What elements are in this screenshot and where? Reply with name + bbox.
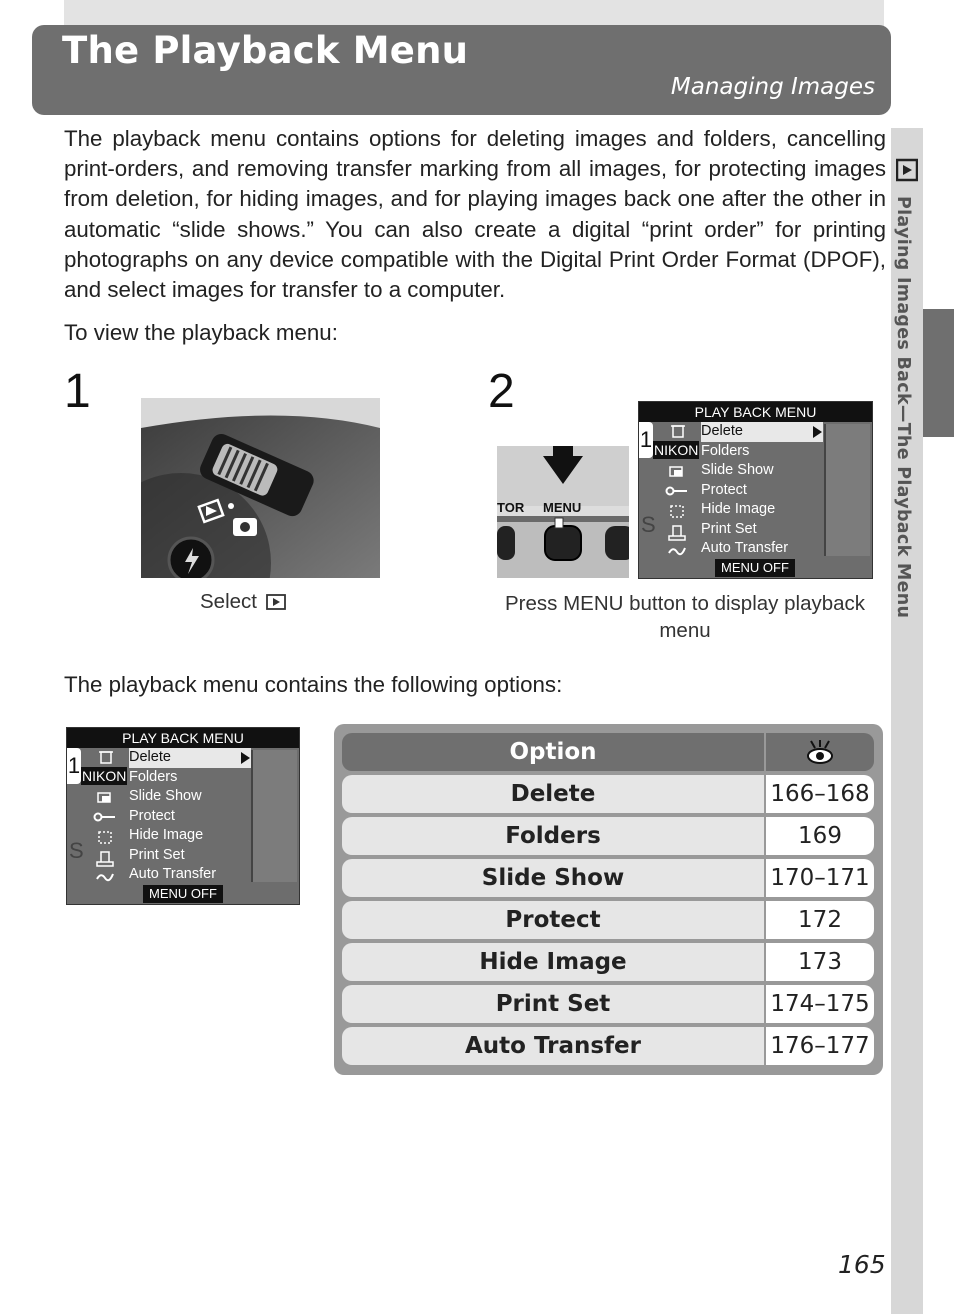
- option-name: Delete: [342, 775, 764, 813]
- options-intro: The playback menu contains the following options:: [64, 672, 563, 697]
- table-row: [342, 817, 874, 855]
- table-row: [342, 901, 874, 939]
- lcd-item-auto-transfer: Auto Transfer: [701, 540, 789, 556]
- lcd-mode-letter: S: [69, 838, 84, 863]
- option-name: Slide Show: [342, 859, 764, 897]
- lcd-frame-number: 1: [639, 422, 653, 458]
- option-pages: 176–177: [766, 1027, 874, 1065]
- lcd-item-protect: Protect: [701, 481, 747, 498]
- title-bar: [32, 25, 891, 115]
- option-pages: 170–171: [766, 859, 874, 897]
- table-row: [342, 859, 874, 897]
- button-label-menu: MENU: [543, 500, 582, 515]
- lcd-header: PLAY BACK MENU: [67, 728, 299, 748]
- button-label-tor: TOR: [497, 500, 525, 515]
- playback-icon: [896, 158, 918, 182]
- page-title: The Playback Menu: [62, 29, 469, 72]
- lcd-item-folders: Folders: [701, 442, 750, 459]
- lcd-folder-label: NIKON: [82, 768, 127, 784]
- step-1-caption: Select: [200, 590, 320, 614]
- lcd-scrollbar: [251, 750, 297, 882]
- lcd-folder-label: NIKON: [654, 442, 699, 458]
- lcd-item-folders: Folders: [129, 768, 178, 785]
- option-pages: 169: [766, 817, 874, 855]
- lcd-item-slide-show: Slide Show: [701, 462, 774, 478]
- submenu-arrow-icon: [813, 426, 822, 438]
- table-header-row: [342, 733, 874, 771]
- option-pages: 173: [766, 943, 874, 981]
- option-name: Protect: [342, 901, 764, 939]
- step-2-number: 2: [488, 365, 515, 418]
- table-row: [342, 775, 874, 813]
- table-row: [342, 943, 874, 981]
- mode-dial-photo: [141, 398, 380, 578]
- lcd-item-slide-show: Slide Show: [129, 788, 202, 804]
- lcd-footer: MENU OFF: [143, 885, 223, 903]
- lcd-item-hide-image: Hide Image: [129, 827, 204, 843]
- option-name: Print Set: [342, 985, 764, 1023]
- option-name: Hide Image: [342, 943, 764, 981]
- playback-icon: [266, 594, 286, 610]
- options-table: [334, 724, 883, 1075]
- submenu-arrow-icon: [241, 752, 250, 764]
- option-pages: 166–168: [766, 775, 874, 813]
- intro-paragraph: The playback menu contains options for deleting images and folders, cancelling print-orders, and removing transfer marking from all images, for protecting images from deletion, for hiding images, and for playing images back one after the other in automatic “slide shows.” You can also create a digital “print order” for printing photographs on any device compatible with the Digital Print Order Format (DPOF), and select images for transfer to a computer.: [64, 126, 886, 303]
- table-row: [342, 1027, 874, 1065]
- lcd-item-hide-image: Hide Image: [701, 501, 776, 517]
- lcd-playback-menu-step2: [638, 401, 873, 579]
- reference-eye-icon: [805, 739, 835, 765]
- lcd-item-delete: Delete: [701, 422, 823, 442]
- lcd-scrollbar: [824, 424, 870, 556]
- side-tab-text: Playing Images Back—The Playback Menu: [893, 196, 913, 619]
- step-2-caption: Press MENU button to display playback menu: [504, 592, 866, 642]
- step-1-number: 1: [64, 365, 91, 418]
- lcd-mode-letter: S: [641, 512, 656, 537]
- view-instruction: To view the playback menu:: [64, 320, 338, 345]
- section-label: Managing Images: [670, 74, 875, 100]
- lcd-item-auto-transfer: Auto Transfer: [129, 866, 217, 882]
- lcd-playback-menu-reference: [66, 727, 300, 905]
- lcd-item-delete: Delete: [129, 748, 251, 768]
- table-row: [342, 985, 874, 1023]
- option-pages: 174–175: [766, 985, 874, 1023]
- option-name: Folders: [342, 817, 764, 855]
- menu-button-photo: [497, 446, 629, 578]
- lcd-item-protect: Protect: [129, 807, 175, 824]
- side-tab-marker: [923, 309, 954, 437]
- lcd-frame-number: 1: [67, 748, 81, 784]
- option-name: Auto Transfer: [342, 1027, 764, 1065]
- lcd-item-print-set: Print Set: [701, 520, 757, 537]
- lcd-item-print-set: Print Set: [129, 846, 185, 863]
- option-pages: 172: [766, 901, 874, 939]
- lcd-header: PLAY BACK MENU: [639, 402, 872, 422]
- top-strip: [64, 0, 884, 26]
- table-header-option: Option: [342, 733, 764, 771]
- page-number: 165: [838, 1250, 886, 1279]
- lcd-footer: MENU OFF: [715, 559, 795, 577]
